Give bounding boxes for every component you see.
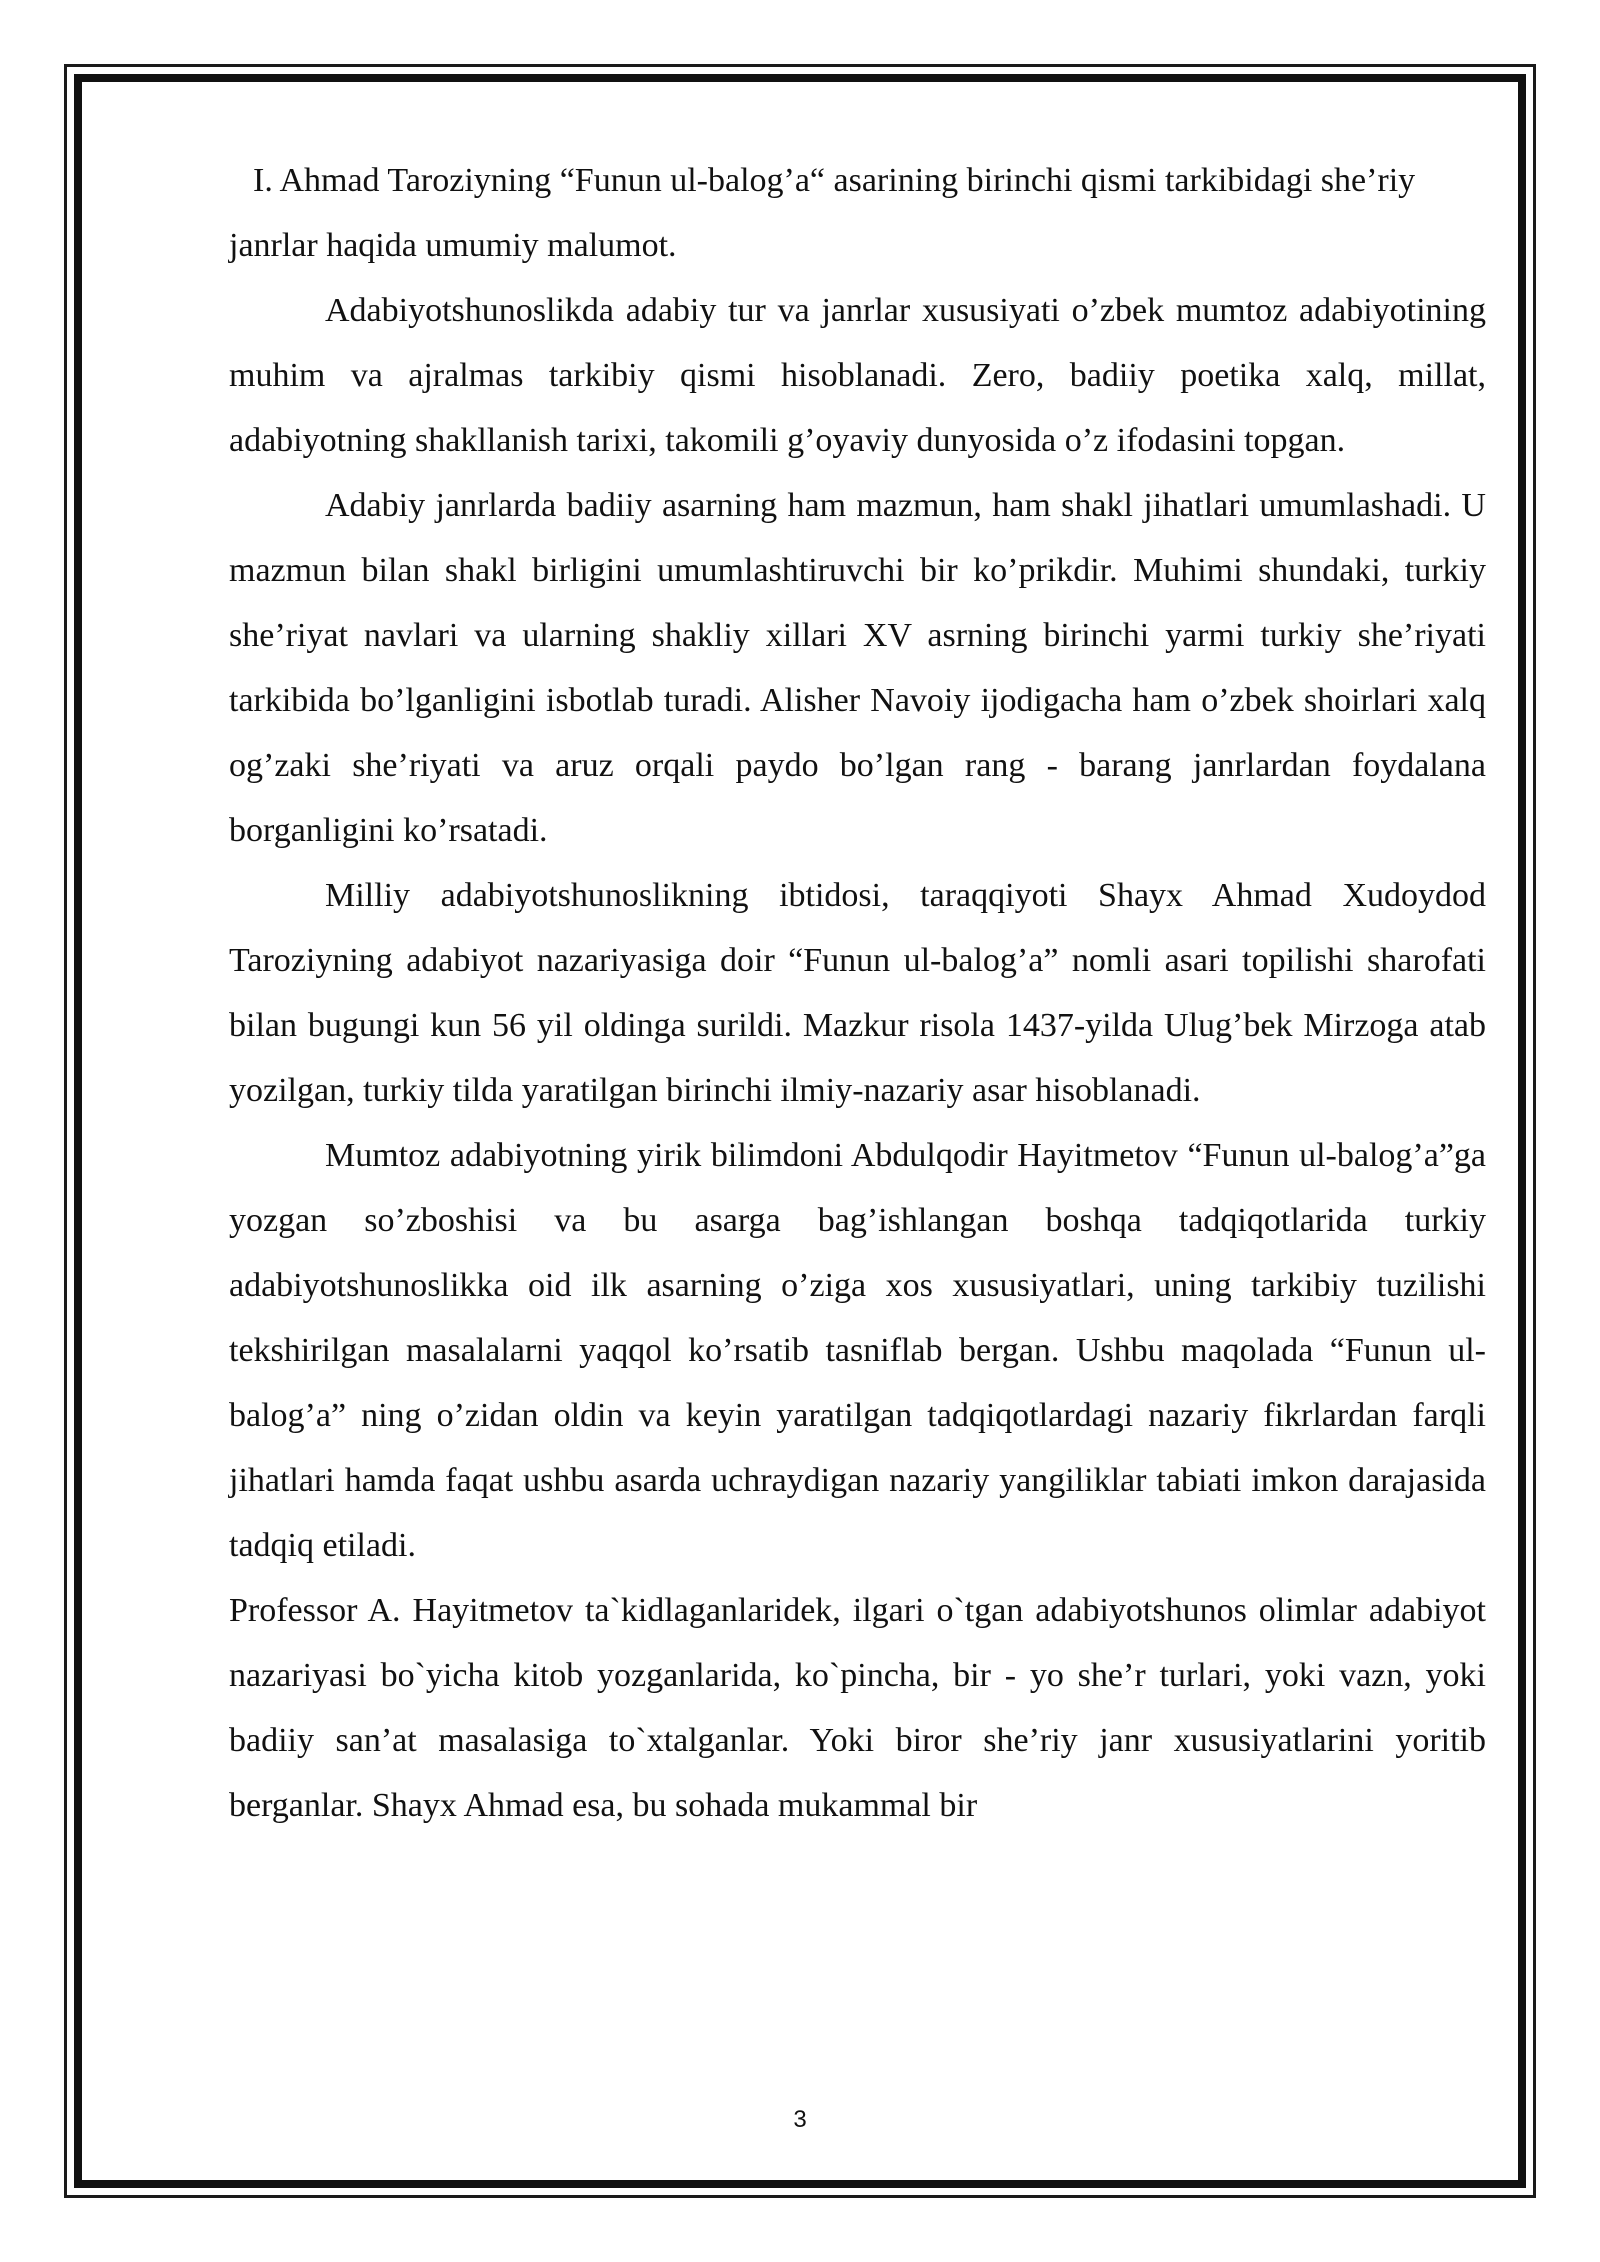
document-body	[229, 148, 1486, 1838]
paragraph-4: Mumtoz adabiyotning yirik bilimdoni Abdulqodir Hayitmetov “Funun ul-balog’a”ga yozgan so’zboshisi va bu asarga bag’ishlangan boshqa tadqiqotlarida turkiy adabiyotshunoslikka oid ilk asarning o’ziga xos xususiyatlari, uning tarkibiy tuzilishi tekshirilgan masalalarni yaqqol ko’rsatib tasniflab bergan. Ushbu maqolada “Funun ul-balog’a” ning o’zidan oldin va keyin yaratilgan tadqiqotlardagi nazariy fikrlardan farqli jihatlari hamda faqat ushbu asarda uchraydigan nazariy yangiliklar tabiati imkon darajasida tadqiq etiladi.	[229, 1137, 1486, 1564]
page-number: 3	[793, 2106, 807, 2133]
paragraph-1: Adabiyotshunoslikda adabiy tur va janrlar xususiyati o’zbek mumtoz adabiyotining muhim va ajralmas tarkibiy qismi hisoblanadi. Zero, badiiy poetika xalq, millat, adabiyotning shakllanish tarixi, takomili g’oyaviy dunyosida o’z ifodasini topgan.	[229, 292, 1486, 459]
paragraph-5: Professor A. Hayitmetov ta`kidlaganlaridek, ilgari o`tgan adabiyotshunos olimlar adabiyot nazariyasi bo`yicha kitob yozganlarida, ko`pincha, bir - yo she’r turlari, yoki vazn, yoki badiiy san’at masalasiga to`xtalganlar. Yoki biror she’riy janr xususiyatlarini yoritib berganlar. Shayx Ahmad esa, bu sohada mukammal bir	[229, 1592, 1486, 1824]
paragraph-3: Milliy adabiyotshunoslikning ibtidosi, taraqqiyoti Shayx Ahmad Xudoydod Taroziyning adabiyot nazariyasiga doir “Funun ul-balog’a” nomli asari topilishi sharofati bilan bugungi kun 56 yil oldinga surildi. Mazkur risola 1437-yilda Ulug’bek Mirzoga atab yozilgan, turkiy tilda yaratilgan birinchi ilmiy-nazariy asar hisoblanadi.	[229, 877, 1486, 1109]
paragraph-2: Adabiy janrlarda badiiy asarning ham mazmun, ham shakl jihatlari umumlashadi. U mazmun bilan shakl birligini umumlashtiruvchi bir ko’prikdir. Muhimi shundaki, turkiy she’riyat navlari va ularning shakliy xillari XV asrning birinchi yarmi turkiy she’riyati tarkibida bo’lganligini isbotlab turadi. Alisher Navoiy ijodigacha ham o’zbek shoirlari xalq og’zaki she’riyati va aruz orqali paydo bo’lgan rang - barang janrlardan foydalana borganligini ko’rsatadi.	[229, 487, 1486, 849]
section-heading: I. Ahmad Taroziyning “Funun ul-balog’a“ asarining birinchi qismi tarkibidagi she’riy janrlar haqida umumiy malumot.	[229, 162, 1416, 264]
